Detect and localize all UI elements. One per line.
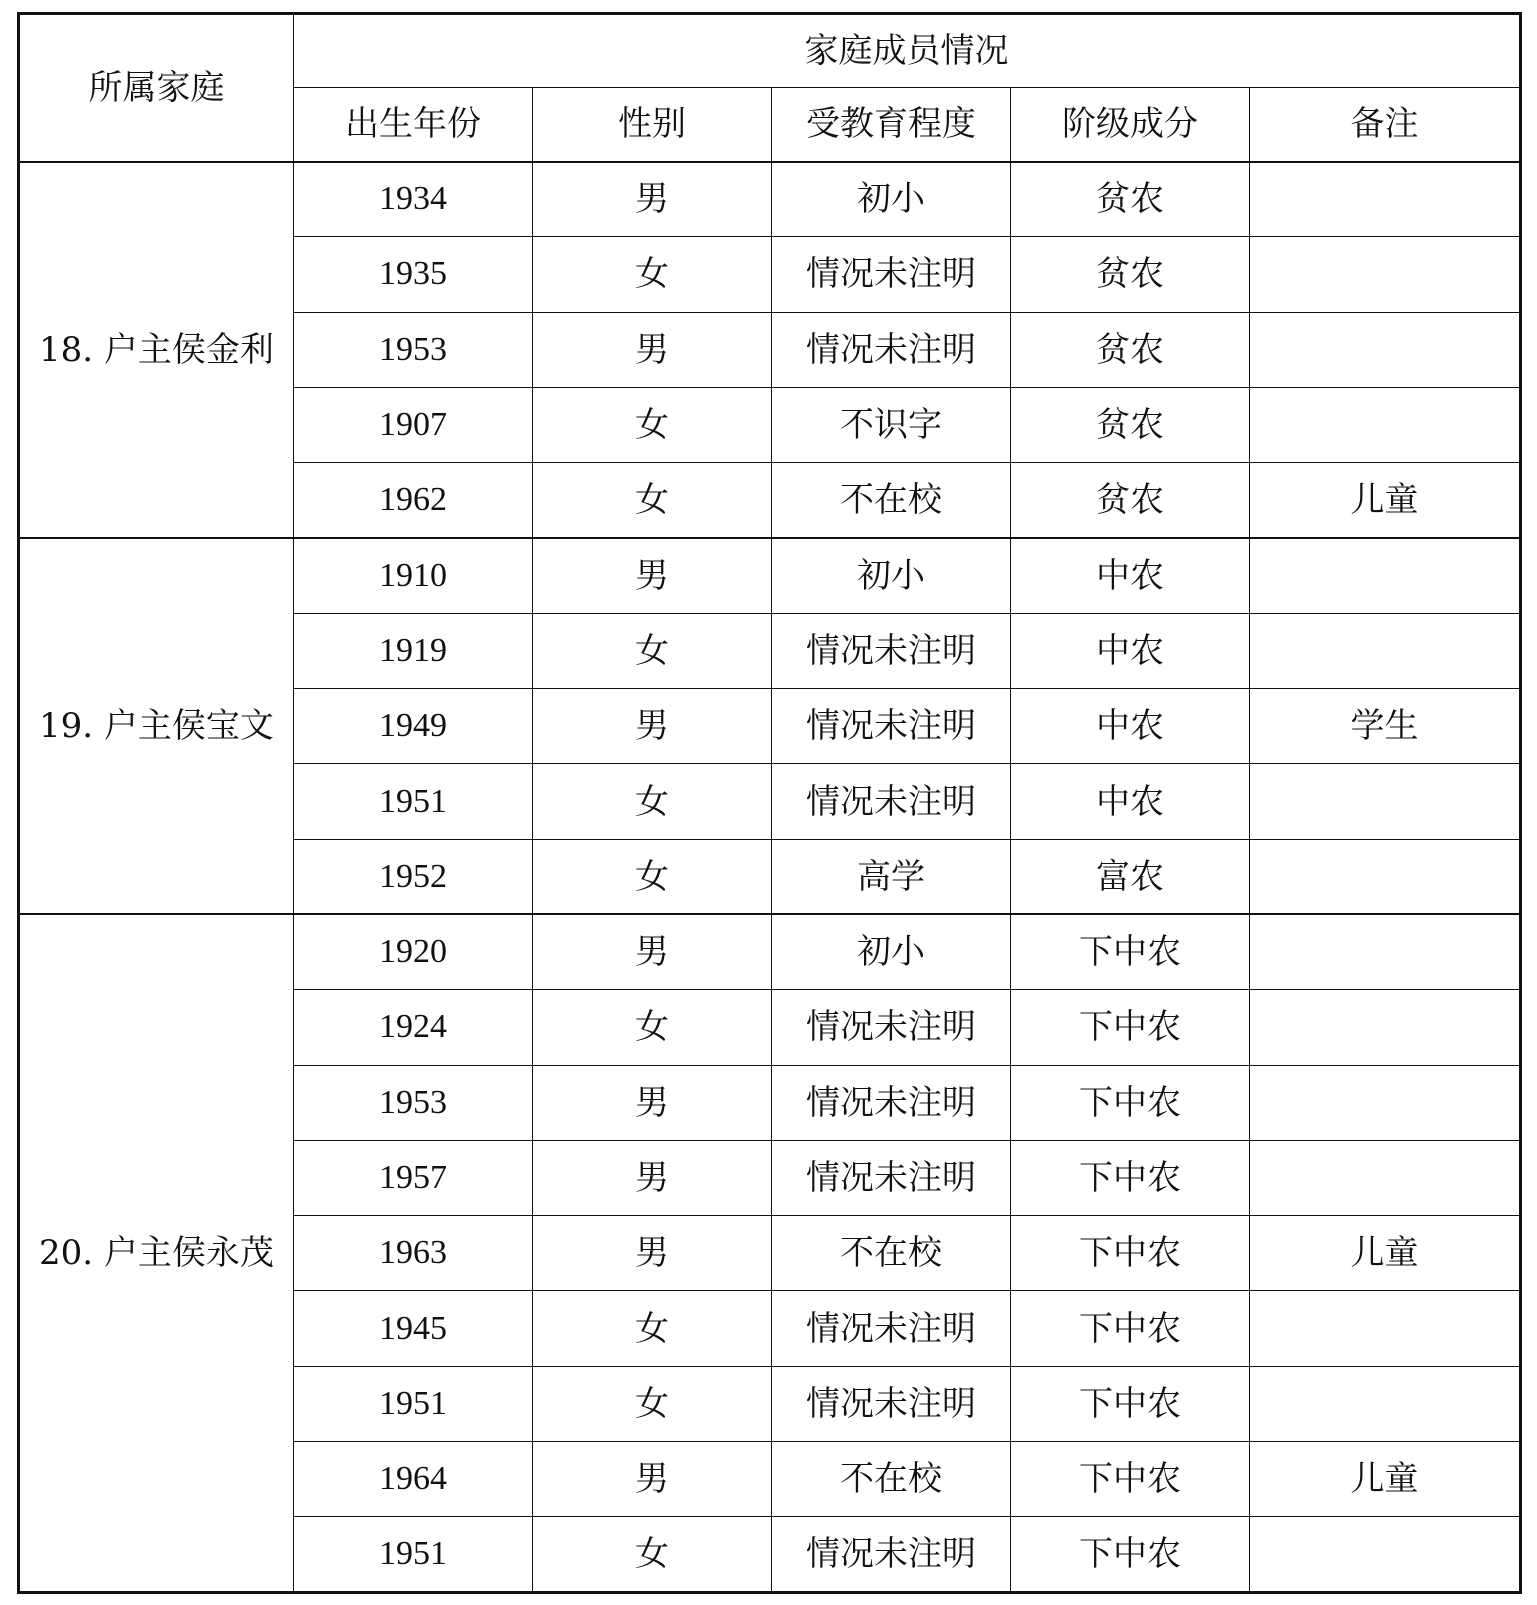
notes-cell: 儿童 xyxy=(1250,1442,1521,1517)
education-cell: 情况未注明 xyxy=(772,1366,1011,1441)
sex-cell: 女 xyxy=(533,1366,772,1441)
class-status-cell: 下中农 xyxy=(1011,1216,1250,1291)
birth-year-cell: 1951 xyxy=(294,764,533,839)
sex-cell: 女 xyxy=(533,387,772,462)
education-cell: 情况未注明 xyxy=(772,689,1011,764)
sex-cell: 男 xyxy=(533,689,772,764)
birth-year-cell: 1945 xyxy=(294,1291,533,1366)
class-status-cell: 下中农 xyxy=(1011,990,1250,1065)
family-members-group-header: 家庭成员情况 xyxy=(294,14,1521,88)
sex-cell: 女 xyxy=(533,764,772,839)
birth-year-cell: 1920 xyxy=(294,914,533,989)
notes-cell xyxy=(1250,1140,1521,1215)
household-cell: 19. 户主侯宝文 xyxy=(19,538,294,914)
sex-cell: 女 xyxy=(533,463,772,538)
education-cell: 情况未注明 xyxy=(772,312,1011,387)
birth-year-cell: 1919 xyxy=(294,613,533,688)
birth-year-cell: 1953 xyxy=(294,312,533,387)
education-header: 受教育程度 xyxy=(772,88,1011,162)
education-cell: 不在校 xyxy=(772,1442,1011,1517)
class-status-cell: 中农 xyxy=(1011,689,1250,764)
birth-year-cell: 1935 xyxy=(294,237,533,312)
sex-cell: 男 xyxy=(533,162,772,237)
table-body xyxy=(19,162,1521,1593)
sex-cell: 女 xyxy=(533,237,772,312)
education-cell: 初小 xyxy=(772,538,1011,613)
notes-cell xyxy=(1250,1291,1521,1366)
birth-year-cell: 1957 xyxy=(294,1140,533,1215)
class-status-cell: 下中农 xyxy=(1011,1291,1250,1366)
class-status-cell: 贫农 xyxy=(1011,237,1250,312)
class-status-cell: 下中农 xyxy=(1011,1442,1250,1517)
birth-year-cell: 1951 xyxy=(294,1366,533,1441)
sex-cell: 女 xyxy=(533,990,772,1065)
birth-year-cell: 1953 xyxy=(294,1065,533,1140)
notes-cell xyxy=(1250,914,1521,989)
education-cell: 不识字 xyxy=(772,387,1011,462)
class-status-cell: 下中农 xyxy=(1011,914,1250,989)
sex-cell: 男 xyxy=(533,1442,772,1517)
class-status-cell: 贫农 xyxy=(1011,162,1250,237)
birth-year-cell: 1910 xyxy=(294,538,533,613)
household-cell: 18. 户主侯金利 xyxy=(19,162,294,538)
birth-year-cell: 1949 xyxy=(294,689,533,764)
table-row xyxy=(19,162,1521,237)
education-cell: 高学 xyxy=(772,839,1011,914)
notes-cell xyxy=(1250,990,1521,1065)
birth-year-cell: 1963 xyxy=(294,1216,533,1291)
table-row xyxy=(19,538,1521,613)
birth-year-header: 出生年份 xyxy=(294,88,533,162)
education-cell: 情况未注明 xyxy=(772,237,1011,312)
class-status-cell: 下中农 xyxy=(1011,1065,1250,1140)
education-cell: 初小 xyxy=(772,162,1011,237)
sex-cell: 男 xyxy=(533,1065,772,1140)
class-status-cell: 下中农 xyxy=(1011,1140,1250,1215)
notes-cell xyxy=(1250,1065,1521,1140)
class-status-cell: 富农 xyxy=(1011,839,1250,914)
sex-header: 性别 xyxy=(533,88,772,162)
notes-cell: 儿童 xyxy=(1250,463,1521,538)
education-cell: 情况未注明 xyxy=(772,1065,1011,1140)
sex-cell: 女 xyxy=(533,1517,772,1592)
class-status-header: 阶级成分 xyxy=(1011,88,1250,162)
sex-cell: 男 xyxy=(533,1140,772,1215)
class-status-cell: 贫农 xyxy=(1011,312,1250,387)
birth-year-cell: 1934 xyxy=(294,162,533,237)
birth-year-cell: 1964 xyxy=(294,1442,533,1517)
notes-cell xyxy=(1250,387,1521,462)
notes-cell xyxy=(1250,613,1521,688)
birth-year-cell: 1907 xyxy=(294,387,533,462)
education-cell: 不在校 xyxy=(772,1216,1011,1291)
household-cell: 20. 户主侯永茂 xyxy=(19,914,294,1592)
notes-cell xyxy=(1250,162,1521,237)
notes-cell xyxy=(1250,1517,1521,1592)
birth-year-cell: 1951 xyxy=(294,1517,533,1592)
class-status-cell: 中农 xyxy=(1011,613,1250,688)
sex-cell: 女 xyxy=(533,839,772,914)
education-cell: 情况未注明 xyxy=(772,1291,1011,1366)
notes-cell xyxy=(1250,839,1521,914)
birth-year-cell: 1952 xyxy=(294,839,533,914)
education-cell: 情况未注明 xyxy=(772,990,1011,1065)
notes-cell xyxy=(1250,237,1521,312)
sex-cell: 男 xyxy=(533,538,772,613)
sex-cell: 男 xyxy=(533,914,772,989)
birth-year-cell: 1924 xyxy=(294,990,533,1065)
education-cell: 初小 xyxy=(772,914,1011,989)
class-status-cell: 贫农 xyxy=(1011,387,1250,462)
notes-cell xyxy=(1250,1366,1521,1441)
notes-cell: 儿童 xyxy=(1250,1216,1521,1291)
sex-cell: 女 xyxy=(533,1291,772,1366)
household-column-header: 所属家庭 xyxy=(19,14,294,162)
notes-cell: 学生 xyxy=(1250,689,1521,764)
birth-year-cell: 1962 xyxy=(294,463,533,538)
notes-cell xyxy=(1250,312,1521,387)
education-cell: 情况未注明 xyxy=(772,1517,1011,1592)
class-status-cell: 下中农 xyxy=(1011,1366,1250,1441)
class-status-cell: 下中农 xyxy=(1011,1517,1250,1592)
notes-header: 备注 xyxy=(1250,88,1521,162)
education-cell: 不在校 xyxy=(772,463,1011,538)
notes-cell xyxy=(1250,538,1521,613)
notes-cell xyxy=(1250,764,1521,839)
education-cell: 情况未注明 xyxy=(772,764,1011,839)
sex-cell: 女 xyxy=(533,613,772,688)
education-cell: 情况未注明 xyxy=(772,613,1011,688)
sex-cell: 男 xyxy=(533,1216,772,1291)
family-members-table xyxy=(17,12,1522,1594)
class-status-cell: 中农 xyxy=(1011,538,1250,613)
class-status-cell: 贫农 xyxy=(1011,463,1250,538)
education-cell: 情况未注明 xyxy=(772,1140,1011,1215)
class-status-cell: 中农 xyxy=(1011,764,1250,839)
sex-cell: 男 xyxy=(533,312,772,387)
table-row xyxy=(19,914,1521,989)
